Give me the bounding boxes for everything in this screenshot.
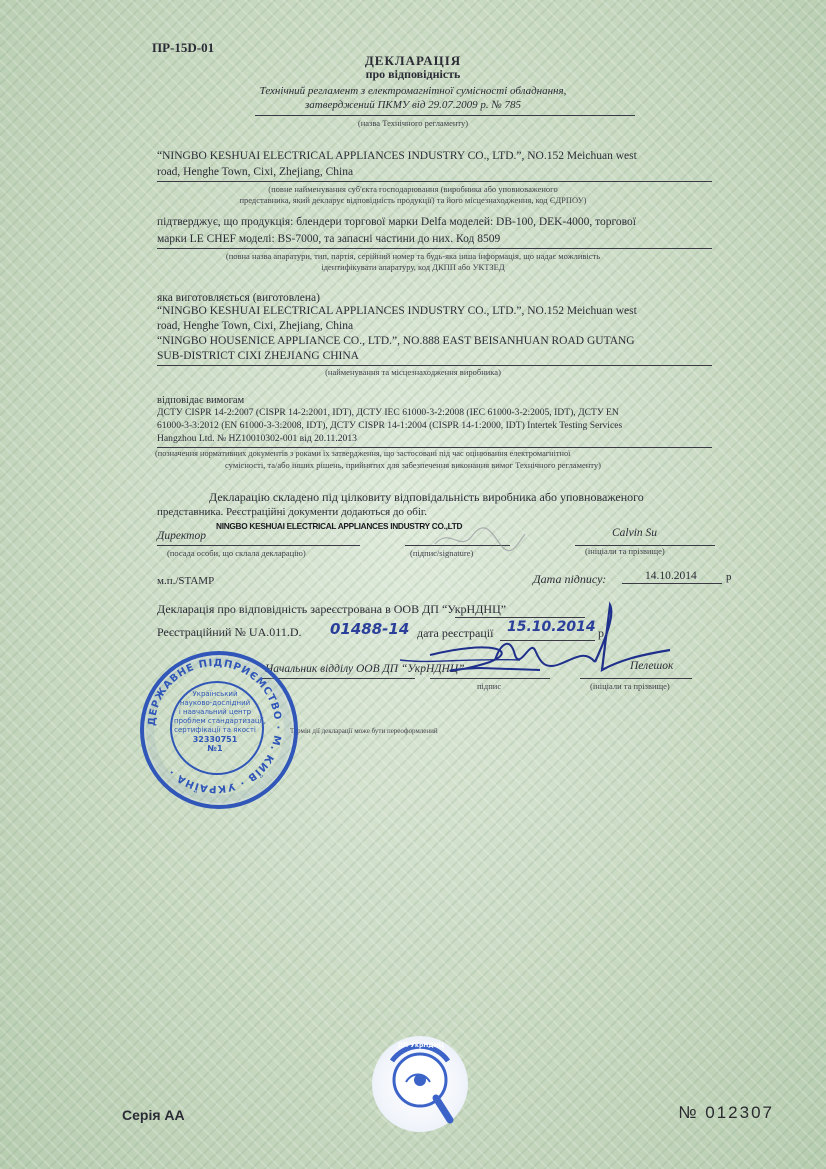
compliance-caption-2: сумісності, та/або інших рішень, прийнятих для забезпечення виконання вимог Технічного регламенту) <box>225 460 601 470</box>
compliance-line-3: Hangzhou Ltd. № HZ10010302-001 від 20.11.2013 <box>157 433 357 444</box>
stamp-inner-line: і навчальний центр <box>178 708 252 716</box>
document-title: ДЕКЛАРАЦІЯ <box>364 53 462 68</box>
compliance-line-2: 61000-3-3:2012 (EN 61000-3-3:2008, IDT), ДСТУ CISPR 14-1:2004 (CISPR 14-1:2000, IDT) Intertek Testing Services <box>157 420 623 431</box>
registration-date: 15.10.2014 <box>507 619 596 635</box>
caption-name: (ініціали та прізвище) <box>585 546 665 556</box>
form-code: ПР-15D-01 <box>152 40 215 55</box>
manufacturer-line-3: “NINGBO HOUSENICE APPLIANCE CO., LTD.”, NO.888 EAST BEISANHUAN ROAD GUTANG <box>157 335 635 347</box>
stamp-inner-line: Український <box>192 690 238 698</box>
certification-logo-mark <box>372 1036 468 1132</box>
responsibility-line-2: представника. Реєстраційні документи додаються до обіг. <box>157 506 427 518</box>
document-number: № 012307 <box>678 1103 774 1122</box>
signatory-position: Директор <box>157 530 206 542</box>
regulation-line-1: Технічний регламент з електромагнітної сумісності обладнання, <box>259 85 567 97</box>
compliance-intro: відповідає вимогам <box>157 395 245 406</box>
manufacturer-line-1: “NINGBO KESHUAI ELECTRICAL APPLIANCES INDUSTRY CO., LTD.”, NO.152 Meichuan west <box>157 305 637 317</box>
stamp-code: 32330751 <box>192 735 238 744</box>
compliance-caption-1: (позначення нормативних документів з роками їх затвердження, що застосовані під час оцінювання електромагнітної <box>155 449 571 458</box>
divider <box>157 248 712 249</box>
manufacturer-intro: яка виготовляється (виготовлена) <box>157 292 320 304</box>
product-caption-1: (повна назва апаратури, тип, партія, серійний номер та будь-яка інша інформація, що надає можливість <box>225 251 601 261</box>
caption-registrar-signature: підпис <box>477 681 502 691</box>
caption-registrar-name: (ініціали та прізвище) <box>590 681 670 691</box>
applicant-caption-2: представника, який декларує відповідність продукції) та його місцезнаходження, код ЄДРПОУ) <box>239 195 587 205</box>
applicant-caption-1: (повне найменування суб'єкта господарювання (виробника або уповноваженого <box>268 184 558 194</box>
divider <box>157 545 360 546</box>
stamp-label: м.п./STAMP <box>157 575 215 587</box>
divider <box>157 181 712 182</box>
company-stamp-text: NINGBO KESHUAI ELECTRICAL APPLIANCES INDUSTRY CO.,LTD <box>216 521 463 531</box>
stamp-inner-line: сертифікації та якості <box>174 726 256 734</box>
registration-date-suffix: р. <box>598 626 607 640</box>
stamp-outer-text: ДЕРЖАВНЕ ПІДПРИЄМСТВО · М. КИЇВ · УКРАЇНА · <box>146 657 284 795</box>
divider <box>157 365 712 366</box>
stamp-inner-text <box>174 690 266 753</box>
registration-official-name: Пелешок <box>630 660 674 672</box>
stamp-inner-line: проблем стандартизації, <box>174 717 266 725</box>
stamp-inner-line: науково-дослідний <box>179 699 251 707</box>
regulation-caption: (назва Технічного регламенту) <box>357 118 469 128</box>
registrar-signature <box>370 600 700 690</box>
divider <box>157 447 712 448</box>
registration-number: 01488-14 <box>330 620 410 638</box>
manufacturer-line-4: SUB-DISTRICT CIXI ZHEJIANG CHINA <box>157 350 359 362</box>
responsibility-line-1: Декларацію складено під цілковиту відповідальність виробника або уповноваженого <box>209 490 644 504</box>
date-suffix: р <box>726 571 732 583</box>
applicant-line-2: road, Henghe Town, Cixi, Zhejiang, China <box>157 166 354 178</box>
manufacturer-line-2: road, Henghe Town, Cixi, Zhejiang, China <box>157 320 354 332</box>
registration-text: Декларація про відповідність зареєстрована в ООВ ДП “УкрНДНЦ” <box>157 602 507 616</box>
signatory-name: Calvin Su <box>612 527 658 539</box>
product-caption-2: ідентифікувати апаратуру, код ДКПП або УКТЗЕД <box>321 262 505 272</box>
registration-number-label: Реєстраційний № UA.011.D. <box>157 625 302 639</box>
registration-official: Начальник відділу ООВ ДП “УкрНДНЦ” <box>265 663 465 675</box>
divider <box>622 583 722 584</box>
logo-label: ДП УкрНДНЦ <box>397 1042 445 1049</box>
caption-signature: (підпис/signature) <box>410 548 474 558</box>
product-line-2: марки LE CHEF моделі: BS-7000, та запасні частини до них. Код 8509 <box>157 233 501 245</box>
date-label: Дата підпису: <box>533 572 607 586</box>
document-series: Серія АА <box>122 1107 185 1123</box>
caption-position: (посада особи, що склала декларацію) <box>167 548 306 558</box>
registration-note: Термін дії декларації може бути переоформлений <box>290 727 438 735</box>
regulation-line-2: затверджений ПКМУ від 29.07.2009 р. № 785 <box>304 99 522 111</box>
product-line-1: підтверджує, що продукція: блендери торгової марки Delfa моделей: DB-100, DEK-4000, торгової <box>157 216 636 228</box>
stamp-number: №1 <box>207 744 223 753</box>
applicant-line-1: “NINGBO KESHUAI ELECTRICAL APPLIANCES INDUSTRY CO., LTD.”, NO.152 Meichuan west <box>157 150 637 162</box>
divider <box>255 115 635 116</box>
compliance-line-1: ДСТУ CISPR 14-2:2007 (CISPR 14-2:2001, IDT), ДСТУ IEC 61000-3-2:2008 (IEC 61000-3-2:2005, IDT), ДСТУ EN <box>157 407 619 418</box>
registration-date-label: дата реєстрації <box>417 626 494 640</box>
signing-date: 14.10.2014 <box>645 570 697 582</box>
manufacturer-caption: (найменування та місцезнаходження виробника) <box>325 367 501 377</box>
document-subtitle: про відповідність <box>365 67 461 81</box>
